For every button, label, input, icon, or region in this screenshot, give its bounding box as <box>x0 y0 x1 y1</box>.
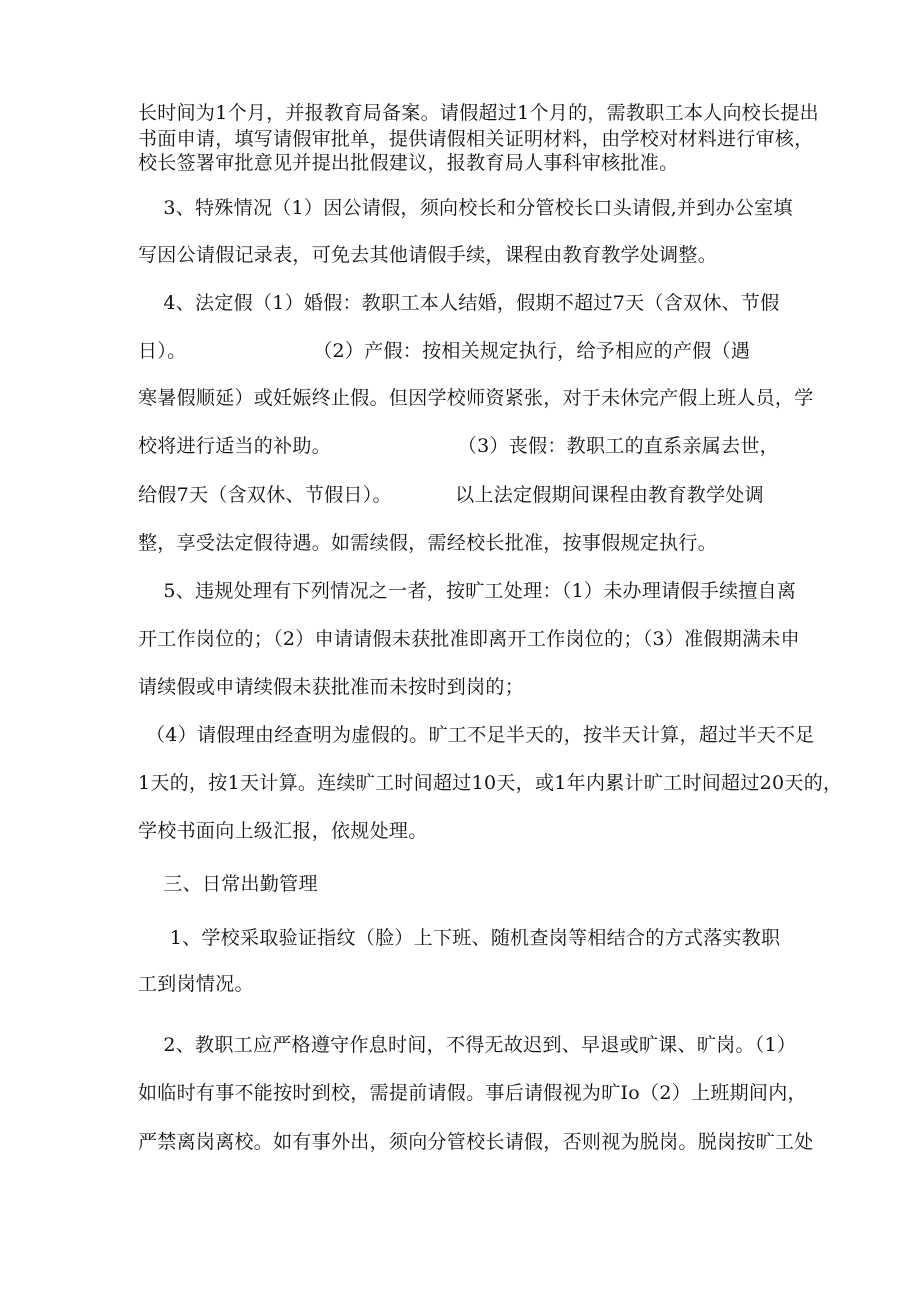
section-heading: 三、日常出勤管理 <box>138 873 318 895</box>
text-line: 寒暑假顺延）或妊娠终止假。但因学校师资紧张，对于未休完产假上班人员，学 <box>138 387 814 409</box>
text-line: 1、学校采取验证指纹（脸）上下班、随机查岗等相结合的方式落实教职 <box>138 927 781 949</box>
text-line: 2、教职工应严格遵守作息时间，不得无故迟到、早退或旷课、旷岗。（1） <box>138 1034 797 1056</box>
text-line: 书面申请，填写请假审批单，提供请假相关证明材料，由学校对材料进行审核， <box>138 128 814 150</box>
text-line: 校将进行适当的补助。 （3）丧假：教职工的直系亲属去世， <box>138 435 779 457</box>
text-line: 工到岗情况。 <box>138 973 254 995</box>
text-line: 如临时有事不能按时到校，需提前请假。事后请假视为旷Io（2）上班期间内， <box>138 1082 807 1104</box>
text-line: 4、法定假（1）婚假：教职工本人结婚，假期不超过7天（含双休、节假 <box>138 292 780 314</box>
text-line: 1天的，按1天计算。连续旷工时间超过10天，或1年内累计旷工时间超过20天的， <box>138 772 843 794</box>
text-line: 3、特殊情况（1）因公请假，须向校长和分管校长口头请假,并到办公室填 <box>138 197 793 219</box>
text-line: 开工作岗位的；（2）申请请假未获批准即离开工作岗位的；（3）准假期满未申 <box>138 628 800 650</box>
text-line: 学校书面向上级汇报，依规处理。 <box>138 820 428 842</box>
text-line: 严禁离岗离校。如有事外出，须向分管校长请假，否则视为脱岗。脱岗按旷工处 <box>138 1131 814 1153</box>
text-line: 给假7天（含双休、节假日）。 以上法定假期间课程由教育教学处调 <box>138 484 764 506</box>
text-line: 写因公请假记录表，可免去其他请假手续，课程由教育教学处调整。 <box>138 244 718 266</box>
text-line: （4）请假理由经查明为虚假的。旷工不足半天的，按半天计算，超过半天不足 <box>146 724 815 746</box>
text-line: 日）。 （2）产假：按相关规定执行，给予相应的产假（遇 <box>138 340 751 362</box>
text-line: 请续假或申请续假未获批准而未按时到岗的； <box>138 676 525 698</box>
text-line: 长时间为1个月，并报教育局备案。请假超过1个月的，需教职工本人向校长提出 <box>138 102 819 124</box>
text-line: 整，享受法定假待遇。如需续假，需经校长批准，按事假规定执行。 <box>138 532 718 554</box>
text-line: 校长签署审批意见并提出批假建议，报教育局人事科审核批准。 <box>138 152 679 174</box>
text-line: 5、违规处理有下列情况之一者，按旷工处理：（1）未办理请假手续擅自离 <box>138 580 797 602</box>
